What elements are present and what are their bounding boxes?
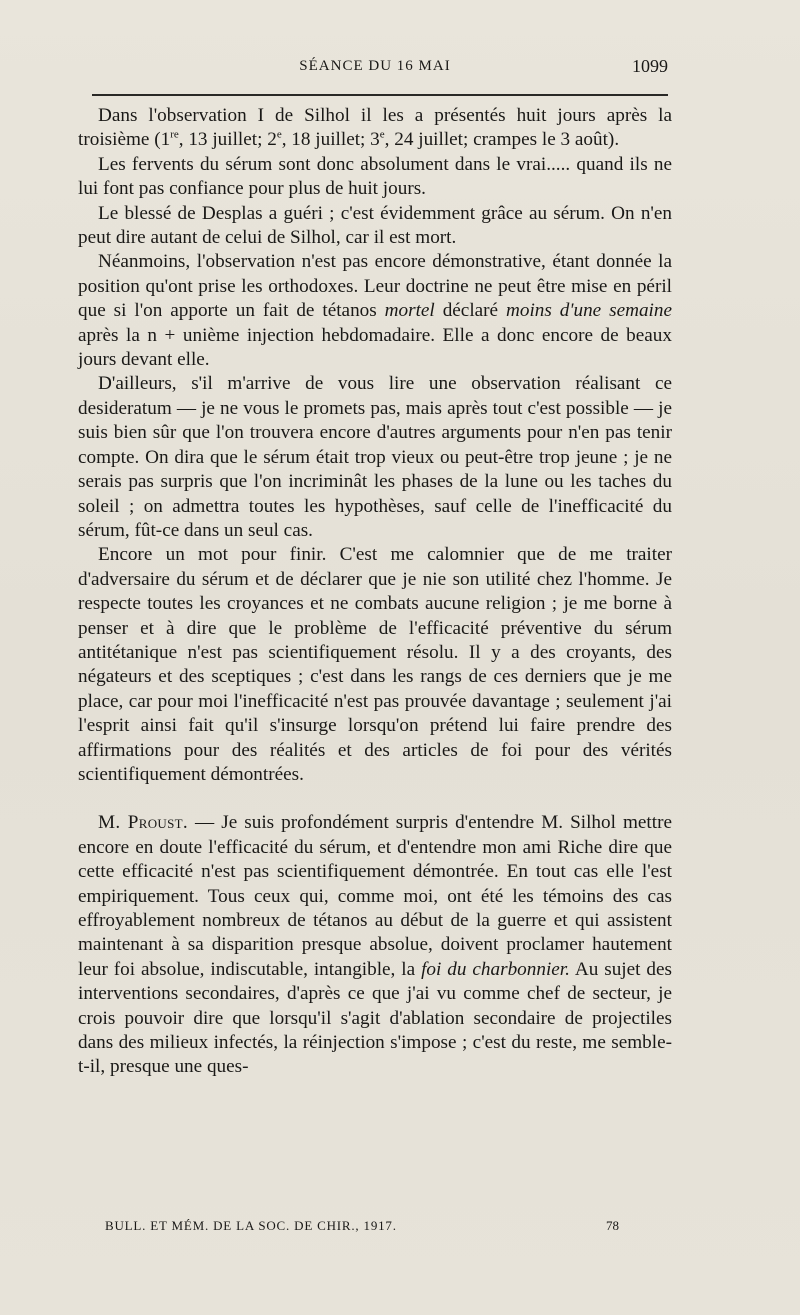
paragraph-4: Néanmoins, l'observation n'est pas encore démonstrative, étant donnée la position qu'ont prise les orthodoxes. Leur doctrine ne peut être mise en péril que si l'on apporte un fait de tétanos mortel déclaré moins d'une semaine après la n + unième injection hebdomadaire. Elle a donc encore de beaux jours devant elle.: [78, 251, 672, 371]
page-footer: [105, 1218, 625, 1238]
paragraph-1: Dans l'observation I de Silhol il les a présentés huit jours après la troisième (1re, 13 juillet; 2e, 18 juillet; 3e, 24 juillet; crampes le 3 août).: [78, 105, 672, 151]
paragraph-7: M. Proust. — Je suis profondément surpris d'entendre M. Silhol mettre encore en doute l'efficacité du sérum, et d'entendre mon ami Riche dire que cette efficacité n'est pas scientifiquement démontrée. En tout cas elle l'est empiriquement. Tous ceux qui, comme moi, ont été les témoins des cas effroyablement nombreux de tétanos au début de la guerre et qui assistent maintenant à sa disparition presque absolue, doivent proclamer hautement leur foi absolue, indiscutable, intangible, la foi du charbonnier. Au sujet des interventions secondaires, d'après ce que j'ai vu comme chef de secteur, je crois pouvoir dire que lorsqu'il s'agit d'ablation secondaire de projectiles dans des milieux infectés, la réinjection s'impose ; c'est du reste, me semble-t-il, presque une ques-: [78, 812, 672, 1078]
paragraph-6: Encore un mot pour finir. C'est me calomnier que de me traiter d'adversaire du sérum et de déclarer que je nie son utilité chez l'homme. Je respecte toutes les croyances et ne combats aucune religion ; je me borne à penser et à dire que le problème de l'efficacité préventive du sérum antitétanique n'est pas scientifiquement résolu. Il y a des croyants, des négateurs et des sceptiques ; c'est dans les rangs de ces derniers que je me place, car pour moi l'inefficacité n'est pas prouvée davantage ; seulement j'ai l'esprit ainsi fait qu'il s'insurge lorsqu'on prétend lui faire prendre des affirmations pour des réalités et des articles de foi pour des vérités scientifiquement démontrées.: [78, 544, 672, 785]
paragraph-2: Les fervents du sérum sont donc absolument dans le vrai..... quand ils ne lui font pas confiance pour plus de huit jours.: [78, 153, 672, 200]
page-number: 1099: [632, 56, 668, 76]
paragraph-5: D'ailleurs, s'il m'arrive de vous lire une observation réalisant ce desideratum — je ne vous le promets pas, mais après tout c'est possible — je suis bien sûr que l'on trouvera encore d'autres arguments pour n'en pas tenir compte. On dira que le sérum était trop vieux ou peut-être trop jeune ; je ne serais pas surpris que l'on incriminât les phases de la lune ou les taches du soleil ; on admettra toutes les hypothèses, sauf celle de l'inefficacité du sérum, fût-ce dans un seul cas.: [78, 373, 672, 541]
paragraph-3: Le blessé de Desplas a guéri ; c'est évidemment grâce au sérum. On n'en peut dire autant de celui de Silhol, car il est mort.: [78, 202, 672, 249]
speaker-name: M. Proust.: [98, 812, 188, 834]
running-title: SÉANCE DU 16 MAI: [299, 58, 451, 74]
journal-citation: BULL. ET MÉM. DE LA SOC. DE CHIR., 1917.: [105, 1218, 397, 1233]
signature-mark: 78: [606, 1218, 619, 1233]
header-rule: [92, 94, 668, 96]
page-header: [78, 54, 672, 80]
body-text: [78, 104, 672, 1080]
